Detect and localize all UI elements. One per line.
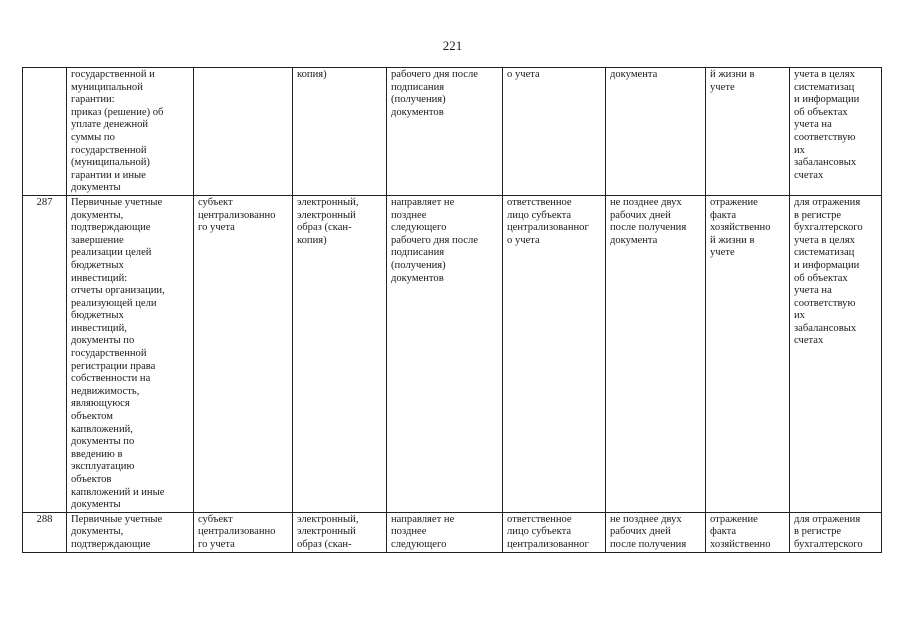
table-row bbox=[23, 512, 882, 552]
document-name-cell: Первичные учетные документы, подтверждающие bbox=[67, 512, 194, 552]
processing-deadline-cell: документа bbox=[606, 68, 706, 196]
document-format-cell: копия) bbox=[293, 68, 387, 196]
document-name-cell: Первичные учетные документы, подтверждающие завершение реализации целей бюджетных инвестиций: отчеты организации, реализующей цели бюджетных инвестиций, документы по государственной регистрации права собственности на недвижимость, являющуюся объектом капвложений, документы по введению в эксплуатацию объектов капвложений и иные документы bbox=[67, 195, 194, 512]
recipient-cell: ответственное лицо субъекта централизованног о учета bbox=[503, 195, 606, 512]
table-row bbox=[23, 195, 882, 512]
page-number: 221 bbox=[442, 38, 463, 53]
purpose-cell: для отражения в регистре бухгалтерского bbox=[790, 512, 882, 552]
document-format-cell: электронный, электронный образ (скан- копия) bbox=[293, 195, 387, 512]
row-number: 288 bbox=[23, 512, 67, 552]
processing-deadline-cell: не позднее двух рабочих дней после получения bbox=[606, 512, 706, 552]
processing-deadline-cell: не позднее двух рабочих дней после получения документа bbox=[606, 195, 706, 512]
responsible-subject-cell bbox=[194, 68, 293, 196]
recipient-cell: ответственное лицо субъекта централизованног bbox=[503, 512, 606, 552]
transfer-deadline-cell: рабочего дня после подписания (получения) документов bbox=[387, 68, 503, 196]
table-row bbox=[23, 68, 882, 196]
action-cell: отражение факта хозяйственно й жизни в учете bbox=[706, 195, 790, 512]
row-number: 287 bbox=[23, 195, 67, 512]
action-cell: отражение факта хозяйственно bbox=[706, 512, 790, 552]
responsible-subject-cell: субъект централизованно го учета bbox=[194, 512, 293, 552]
document-name-cell: государственной и муниципальной гарантии: приказ (решение) об уплате денежной суммы по государственной (муниципальной) гарантии и иные документы bbox=[67, 68, 194, 196]
purpose-cell: для отражения в регистре бухгалтерского учета в целях систематизац и информации об объектах учета на соответствую их забалансовых счетах bbox=[790, 195, 882, 512]
document-table bbox=[22, 67, 882, 553]
row-number bbox=[23, 68, 67, 196]
transfer-deadline-cell: направляет не позднее следующего рабочего дня после подписания (получения) документов bbox=[387, 195, 503, 512]
action-cell: й жизни в учете bbox=[706, 68, 790, 196]
recipient-cell: о учета bbox=[503, 68, 606, 196]
transfer-deadline-cell: направляет не позднее следующего bbox=[387, 512, 503, 552]
document-format-cell: электронный, электронный образ (скан- bbox=[293, 512, 387, 552]
responsible-subject-cell: субъект централизованно го учета bbox=[194, 195, 293, 512]
purpose-cell: учета в целях систематизац и информации об объектах учета на соответствую их забалансовых счетах bbox=[790, 68, 882, 196]
